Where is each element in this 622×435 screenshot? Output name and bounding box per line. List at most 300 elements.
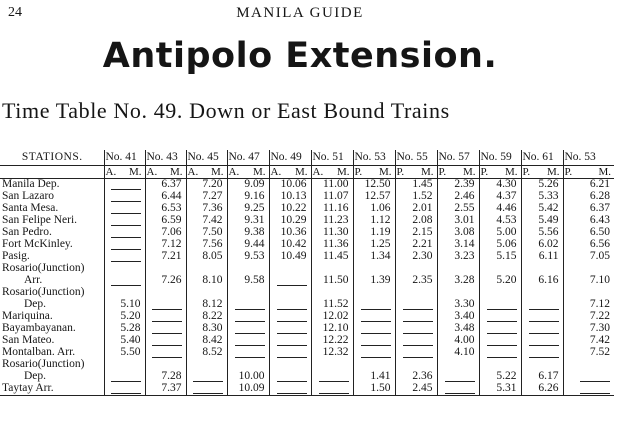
departure-time: 2.39 — [437, 179, 479, 192]
empty-time-cell — [521, 311, 563, 323]
empty-time-cell — [269, 347, 311, 359]
empty-time-cell — [479, 347, 521, 359]
departure-time: 4.10 — [437, 347, 479, 359]
empty-time-cell — [479, 299, 521, 311]
timetable-subtitle: Time Table No. 49. Down or East Bound Trains — [2, 98, 450, 123]
departure-time: 2.01 — [395, 203, 437, 215]
period-letter: A. — [187, 165, 199, 178]
period-letter: P. — [396, 165, 405, 178]
empty-time-cell — [269, 335, 311, 347]
departure-time: 9.31 — [227, 215, 269, 227]
departure-time: 11.45 — [311, 251, 353, 263]
empty-time-cell — [186, 287, 227, 299]
empty-time-cell — [269, 299, 311, 311]
departure-time: 5.40 — [104, 335, 145, 347]
departure-time: 7.28 — [145, 371, 186, 383]
departure-time: 11.00 — [311, 179, 353, 192]
departure-time: 3.23 — [437, 251, 479, 263]
empty-time-cell — [311, 371, 353, 383]
departure-time: 11.50 — [311, 275, 353, 287]
no-stop-dash — [111, 216, 141, 226]
train-number-header: No. 51 — [311, 150, 353, 166]
departure-time: 6.53 — [145, 203, 186, 215]
table-row — [0, 227, 614, 239]
empty-time-cell — [145, 323, 186, 335]
period-letter: A. — [312, 165, 324, 178]
empty-time-cell — [104, 263, 145, 275]
period-letter: P. — [354, 165, 363, 178]
departure-time: 2.45 — [395, 383, 437, 396]
departure-time: 10.29 — [269, 215, 311, 227]
departure-time: 6.16 — [521, 275, 563, 287]
departure-time: 7.50 — [186, 227, 227, 239]
departure-time: 7.06 — [145, 227, 186, 239]
empty-time-cell — [437, 287, 479, 299]
no-stop-dash — [111, 180, 141, 190]
no-stop-dash — [152, 336, 182, 346]
departure-time: 4.30 — [479, 179, 521, 192]
departure-time: 7.12 — [563, 299, 614, 311]
empty-time-cell — [269, 263, 311, 275]
departure-time: 5.28 — [104, 323, 145, 335]
train-number-header: No. 49 — [269, 150, 311, 166]
station-name: Dep. — [24, 370, 47, 383]
departure-time: 9.25 — [227, 203, 269, 215]
period-meridiem: M. — [462, 165, 476, 178]
departure-time: 11.16 — [311, 203, 353, 215]
period-meridiem: M. — [598, 165, 611, 178]
empty-time-cell — [395, 299, 437, 311]
no-stop-dash — [580, 372, 610, 382]
empty-time-cell — [104, 215, 145, 227]
no-stop-dash — [152, 324, 182, 334]
period-meridiem: M. — [336, 165, 350, 178]
empty-time-cell — [437, 371, 479, 383]
no-stop-dash — [403, 312, 433, 322]
departure-time: 5.15 — [479, 251, 521, 263]
no-stop-dash — [403, 336, 433, 346]
empty-time-cell — [437, 263, 479, 275]
no-stop-dash — [277, 312, 307, 322]
no-stop-dash — [111, 192, 141, 202]
no-stop-dash — [277, 336, 307, 346]
timetable-header — [0, 150, 614, 179]
table-row — [0, 251, 614, 263]
period-header — [227, 166, 269, 179]
empty-time-cell — [311, 263, 353, 275]
period-letter: A. — [228, 165, 240, 178]
no-stop-dash — [487, 324, 517, 334]
departure-time: 5.42 — [521, 203, 563, 215]
empty-time-cell — [145, 335, 186, 347]
station-name: Rosario(Junction) — [2, 358, 85, 371]
empty-time-cell — [479, 323, 521, 335]
empty-time-cell — [104, 359, 145, 371]
period-header — [395, 166, 437, 179]
departure-time: 2.36 — [395, 371, 437, 383]
departure-time: 8.30 — [186, 323, 227, 335]
empty-time-cell — [145, 263, 186, 275]
departure-time: 3.40 — [437, 311, 479, 323]
departure-time: 5.20 — [479, 275, 521, 287]
empty-time-cell — [145, 287, 186, 299]
station-name: Mariquina. — [2, 310, 53, 323]
train-number-header: No. 55 — [395, 150, 437, 166]
departure-time: 5.31 — [479, 383, 521, 396]
no-stop-dash — [235, 300, 265, 310]
train-number-header: No. 57 — [437, 150, 479, 166]
departure-time: 7.22 — [563, 311, 614, 323]
departure-time: 7.37 — [145, 383, 186, 396]
departure-time: 4.46 — [479, 203, 521, 215]
station-name: Dep. — [24, 298, 47, 311]
empty-time-cell — [353, 347, 395, 359]
empty-time-cell — [145, 299, 186, 311]
departure-time: 12.32 — [311, 347, 353, 359]
table-row — [0, 371, 614, 383]
period-meridiem: M. — [420, 165, 434, 178]
empty-time-cell — [227, 311, 269, 323]
empty-time-cell — [145, 359, 186, 371]
no-stop-dash — [487, 312, 517, 322]
empty-time-cell — [353, 323, 395, 335]
departure-time: 4.37 — [479, 191, 521, 203]
departure-time: 5.49 — [521, 215, 563, 227]
departure-time: 7.56 — [186, 239, 227, 251]
no-stop-dash — [403, 348, 433, 358]
empty-time-cell — [479, 335, 521, 347]
period-meridiem: M. — [169, 165, 183, 178]
no-stop-dash — [445, 372, 475, 382]
empty-time-cell — [521, 359, 563, 371]
departure-time: 9.09 — [227, 179, 269, 192]
empty-time-cell — [104, 179, 145, 192]
table-row — [0, 347, 614, 359]
table-row — [0, 191, 614, 203]
no-stop-dash — [403, 300, 433, 310]
table-row — [0, 239, 614, 251]
departure-time: 8.12 — [186, 299, 227, 311]
guide-title: MANILA GUIDE — [236, 5, 364, 21]
period-header — [563, 166, 614, 179]
no-stop-dash — [529, 336, 559, 346]
empty-time-cell — [311, 383, 353, 396]
departure-time: 9.38 — [227, 227, 269, 239]
departure-time: 8.52 — [186, 347, 227, 359]
station-name: Rosario(Junction) — [2, 286, 85, 299]
departure-time: 11.23 — [311, 215, 353, 227]
departure-time: 12.10 — [311, 323, 353, 335]
page-number: 24 — [8, 5, 22, 20]
departure-time: 2.35 — [395, 275, 437, 287]
empty-time-cell — [521, 347, 563, 359]
empty-time-cell — [395, 287, 437, 299]
no-stop-dash — [235, 324, 265, 334]
departure-time: 9.16 — [227, 191, 269, 203]
no-stop-dash — [580, 384, 610, 394]
departure-time: 6.02 — [521, 239, 563, 251]
departure-time: 8.22 — [186, 311, 227, 323]
empty-time-cell — [521, 287, 563, 299]
departure-time: 10.09 — [227, 383, 269, 396]
departure-time: 8.05 — [186, 251, 227, 263]
station-name: San Mateo. — [2, 334, 55, 347]
empty-time-cell — [479, 287, 521, 299]
departure-time: 4.00 — [437, 335, 479, 347]
departure-time: 2.30 — [395, 251, 437, 263]
departure-time: 6.59 — [145, 215, 186, 227]
departure-time: 11.36 — [311, 239, 353, 251]
no-stop-dash — [487, 300, 517, 310]
no-stop-dash — [529, 348, 559, 358]
period-header — [186, 166, 227, 179]
station-name: Santa Mesa. — [2, 202, 59, 215]
timetable-body — [0, 179, 614, 396]
no-stop-dash — [235, 348, 265, 358]
departure-time: 7.52 — [563, 347, 614, 359]
train-number-header: No. 47 — [227, 150, 269, 166]
departure-time: 5.50 — [104, 347, 145, 359]
empty-time-cell — [563, 359, 614, 371]
empty-time-cell — [311, 359, 353, 371]
no-stop-dash — [361, 348, 391, 358]
no-stop-dash — [111, 372, 141, 382]
no-stop-dash — [319, 372, 349, 382]
period-meridiem: M. — [128, 165, 142, 178]
station-name: San Felipe Neri. — [2, 214, 78, 227]
period-letter: A. — [270, 165, 282, 178]
table-row — [0, 275, 614, 287]
station-name: San Pedro. — [2, 226, 52, 239]
table-row — [0, 179, 614, 192]
empty-time-cell — [227, 359, 269, 371]
train-number-header: No. 45 — [186, 150, 227, 166]
no-stop-dash — [277, 300, 307, 310]
period-meridiem: M. — [378, 165, 392, 178]
departure-time: 8.10 — [186, 275, 227, 287]
station-name: Montalban. Arr. — [2, 346, 76, 359]
departure-time: 5.20 — [104, 311, 145, 323]
departure-time: 1.12 — [353, 215, 395, 227]
no-stop-dash — [529, 324, 559, 334]
train-number-header: No. 41 — [104, 150, 145, 166]
empty-time-cell — [521, 263, 563, 275]
period-letter: P. — [438, 165, 447, 178]
empty-time-cell — [104, 227, 145, 239]
departure-time: 9.44 — [227, 239, 269, 251]
departure-time: 6.43 — [563, 215, 614, 227]
period-row — [0, 166, 614, 179]
no-stop-dash — [111, 240, 141, 250]
departure-time: 5.56 — [521, 227, 563, 239]
train-number-header: No. 53 — [563, 150, 614, 166]
departure-time: 6.56 — [563, 239, 614, 251]
train-number-row — [0, 150, 614, 166]
departure-time: 7.26 — [145, 275, 186, 287]
departure-time: 1.34 — [353, 251, 395, 263]
empty-time-cell — [145, 347, 186, 359]
no-stop-dash — [361, 324, 391, 334]
empty-time-cell — [395, 359, 437, 371]
departure-time: 6.21 — [563, 179, 614, 192]
departure-time: 5.10 — [104, 299, 145, 311]
departure-time: 1.19 — [353, 227, 395, 239]
empty-time-cell — [395, 311, 437, 323]
no-stop-dash — [152, 312, 182, 322]
empty-time-cell — [563, 287, 614, 299]
empty-time-cell — [269, 371, 311, 383]
empty-time-cell — [353, 287, 395, 299]
table-row — [0, 359, 614, 371]
empty-time-cell — [479, 311, 521, 323]
train-number-header: No. 61 — [521, 150, 563, 166]
departure-time: 12.57 — [353, 191, 395, 203]
departure-time: 10.22 — [269, 203, 311, 215]
running-head — [0, 2, 600, 22]
departure-time: 7.05 — [563, 251, 614, 263]
empty-time-cell — [186, 359, 227, 371]
no-stop-dash — [277, 372, 307, 382]
table-row — [0, 311, 614, 323]
empty-time-cell — [563, 383, 614, 396]
departure-time: 6.11 — [521, 251, 563, 263]
no-stop-dash — [361, 300, 391, 310]
empty-time-cell — [269, 287, 311, 299]
table-row — [0, 287, 614, 299]
departure-time: 7.10 — [563, 275, 614, 287]
departure-time: 11.07 — [311, 191, 353, 203]
no-stop-dash — [111, 228, 141, 238]
period-meridiem: M. — [546, 165, 560, 178]
departure-time: 8.42 — [186, 335, 227, 347]
departure-time: 12.02 — [311, 311, 353, 323]
departure-time: 1.39 — [353, 275, 395, 287]
departure-time: 3.30 — [437, 299, 479, 311]
station-name: San Lazaro — [2, 190, 55, 203]
period-header — [145, 166, 186, 179]
timetable — [0, 150, 614, 396]
station-name: Rosario(Junction) — [2, 262, 85, 275]
empty-time-cell — [395, 347, 437, 359]
period-header — [437, 166, 479, 179]
empty-time-cell — [353, 359, 395, 371]
period-header — [353, 166, 395, 179]
departure-time: 9.53 — [227, 251, 269, 263]
departure-time: 11.52 — [311, 299, 353, 311]
train-number-header: No. 43 — [145, 150, 186, 166]
empty-time-cell — [227, 263, 269, 275]
no-stop-dash — [277, 276, 307, 286]
departure-time: 3.14 — [437, 239, 479, 251]
empty-time-cell — [227, 335, 269, 347]
period-header — [311, 166, 353, 179]
departure-time: 3.48 — [437, 323, 479, 335]
empty-time-cell — [353, 299, 395, 311]
departure-time: 2.46 — [437, 191, 479, 203]
empty-time-cell — [227, 287, 269, 299]
departure-time: 2.21 — [395, 239, 437, 251]
departure-time: 12.22 — [311, 335, 353, 347]
empty-time-cell — [437, 359, 479, 371]
empty-time-cell — [227, 347, 269, 359]
no-stop-dash — [361, 312, 391, 322]
empty-time-cell — [269, 323, 311, 335]
departure-time: 1.45 — [395, 179, 437, 192]
empty-time-cell — [269, 311, 311, 323]
empty-time-cell — [104, 203, 145, 215]
empty-time-cell — [104, 371, 145, 383]
no-stop-dash — [152, 300, 182, 310]
departure-time: 11.30 — [311, 227, 353, 239]
empty-time-cell — [521, 323, 563, 335]
table-row — [0, 383, 614, 396]
station-name: Bayambayanan. — [2, 322, 76, 335]
period-meridiem: M. — [504, 165, 518, 178]
station-name: Fort McKinley. — [2, 238, 73, 251]
departure-time: 9.58 — [227, 275, 269, 287]
departure-time: 5.06 — [479, 239, 521, 251]
empty-time-cell — [479, 359, 521, 371]
empty-time-cell — [353, 311, 395, 323]
empty-time-cell — [104, 251, 145, 263]
departure-time: 7.21 — [145, 251, 186, 263]
departure-time: 1.25 — [353, 239, 395, 251]
empty-time-cell — [227, 299, 269, 311]
no-stop-dash — [319, 384, 349, 394]
no-stop-dash — [529, 300, 559, 310]
period-letter: P. — [480, 165, 489, 178]
empty-time-cell — [104, 275, 145, 287]
period-header — [479, 166, 521, 179]
empty-time-cell — [104, 191, 145, 203]
no-stop-dash — [235, 312, 265, 322]
departure-time: 10.00 — [227, 371, 269, 383]
no-stop-dash — [529, 312, 559, 322]
no-stop-dash — [111, 276, 141, 286]
period-header — [269, 166, 311, 179]
empty-time-cell — [104, 383, 145, 396]
no-stop-dash — [193, 372, 223, 382]
table-row — [0, 299, 614, 311]
empty-time-cell — [353, 263, 395, 275]
period-meridiem: M. — [294, 165, 308, 178]
departure-time: 1.50 — [353, 383, 395, 396]
empty-time-cell — [186, 263, 227, 275]
period-header-blank — [0, 166, 104, 179]
empty-time-cell — [186, 383, 227, 396]
empty-time-cell — [269, 383, 311, 396]
departure-time: 6.37 — [145, 179, 186, 192]
departure-time: 5.22 — [479, 371, 521, 383]
empty-time-cell — [104, 287, 145, 299]
table-row — [0, 263, 614, 275]
empty-time-cell — [104, 239, 145, 251]
train-number-header: No. 59 — [479, 150, 521, 166]
empty-time-cell — [563, 371, 614, 383]
empty-time-cell — [521, 299, 563, 311]
empty-time-cell — [395, 323, 437, 335]
empty-time-cell — [353, 335, 395, 347]
period-letter: A. — [146, 165, 158, 178]
departure-time: 6.26 — [521, 383, 563, 396]
no-stop-dash — [235, 336, 265, 346]
departure-time: 10.49 — [269, 251, 311, 263]
table-row — [0, 203, 614, 215]
departure-time: 6.37 — [563, 203, 614, 215]
departure-time: 1.41 — [353, 371, 395, 383]
departure-time: 10.42 — [269, 239, 311, 251]
no-stop-dash — [111, 252, 141, 262]
